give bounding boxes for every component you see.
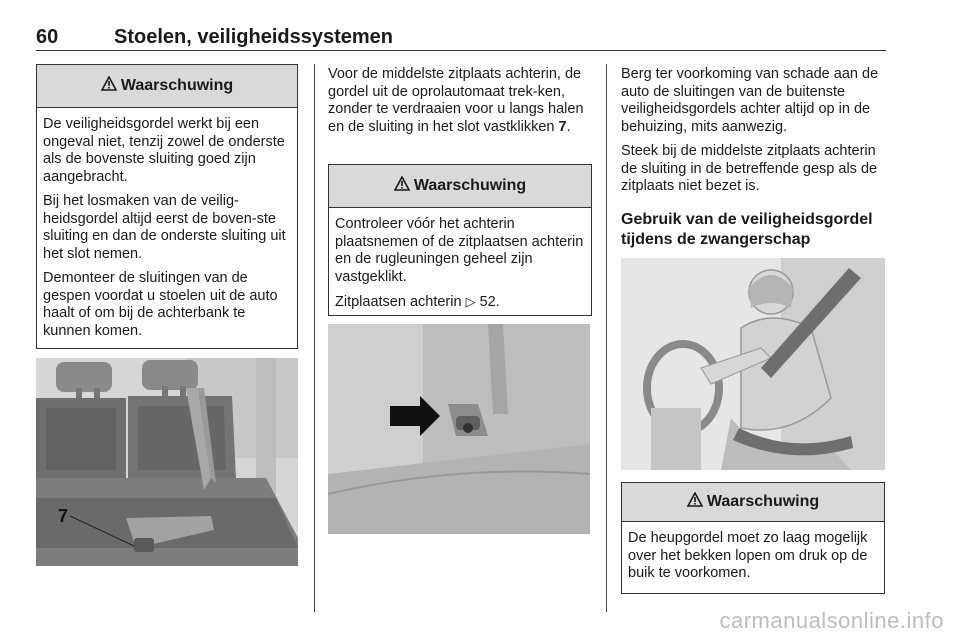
body-paragraph [328,66,592,136]
body-text [621,66,889,203]
warning-header [329,165,591,208]
pregnancy-belt-illustration [621,258,885,470]
warning-triangle-icon [394,176,410,196]
body-paragraph-end: . [566,118,571,135]
warning-paragraph: Demonteer de sluitingen van de gespen voordat u stoelen uit de auto haalt of om bij de achterbank te kunnen komen. [43,270,278,339]
section-subheading: Gebruik van de veiligheidsgordel tijdens de zwangerschap [621,211,873,248]
warning-box [621,482,885,594]
body-text [328,66,592,143]
figure-callout-label: 7 [58,506,69,526]
warning-paragraph: Bij het losmaken van de veilig-heidsgordel altijd eerst de boven-ste sluiting en dan de onderste sluiting uit het slot nemen. [43,193,286,262]
warning-body [37,108,297,348]
page-number: 60 [36,26,59,48]
warning-header [622,483,884,522]
page-header [36,24,886,51]
warning-box [328,164,592,316]
warning-triangle-icon [101,76,117,96]
column-divider [314,64,315,612]
body-paragraph: Steek bij de middelste zitplaats achterin de sluiting in de betreffende gesp als de zitplaats niet bezet is. [621,143,878,194]
warning-title: Waarschuwing [706,493,820,510]
warning-box [36,64,298,349]
rear-seat-belt-illustration [36,358,298,566]
warning-body [622,522,884,591]
page-title: Stoelen, veiligheidssystemen [114,26,393,48]
warning-body [329,208,591,320]
watermark: carmanualsonline.info [719,608,944,633]
warning-paragraph-text: Zitplaatsen achterin [335,294,466,310]
callout-reference: 7 [558,118,567,135]
warning-title: Waarschuwing [413,177,527,194]
page-reference: 52. [479,294,500,310]
warning-paragraph: De heupgordel moet zo laag mogelijk over het bekken lopen om druk op de buik te voorkomen. [628,530,868,581]
body-paragraph-text: Voor de middelste zitplaats achterin, de gordel uit de oprolautomaat trek-ken, zonder te verdraaien voor u langs halen en de sluiting in het slot vastklikken [328,66,584,135]
warning-paragraph [335,293,585,312]
warning-paragraph: De veiligheidsgordel werkt bij een ongeval niet, tenzij zowel de onderste als de bovenste sluiting goed zijn aangebracht. [43,116,285,185]
arrow-reference-icon: ▷ [465,294,476,309]
body-paragraph: Berg ter voorkoming van schade aan de auto de sluitingen van de buitenste veiligheidsgordels achter altijd op in de behuizing, mits aanwezig. [621,66,879,135]
warning-title: Waarschuwing [120,77,234,94]
warning-header [37,65,297,108]
warning-paragraph: Controleer vóór het achterin plaatsnemen of de zitplaatsen achterin en de rugleuningen geheel zijn vastgeklikt. [335,216,584,285]
warning-triangle-icon [687,492,703,512]
column-divider [606,64,607,612]
center-belt-illustration [328,324,590,534]
